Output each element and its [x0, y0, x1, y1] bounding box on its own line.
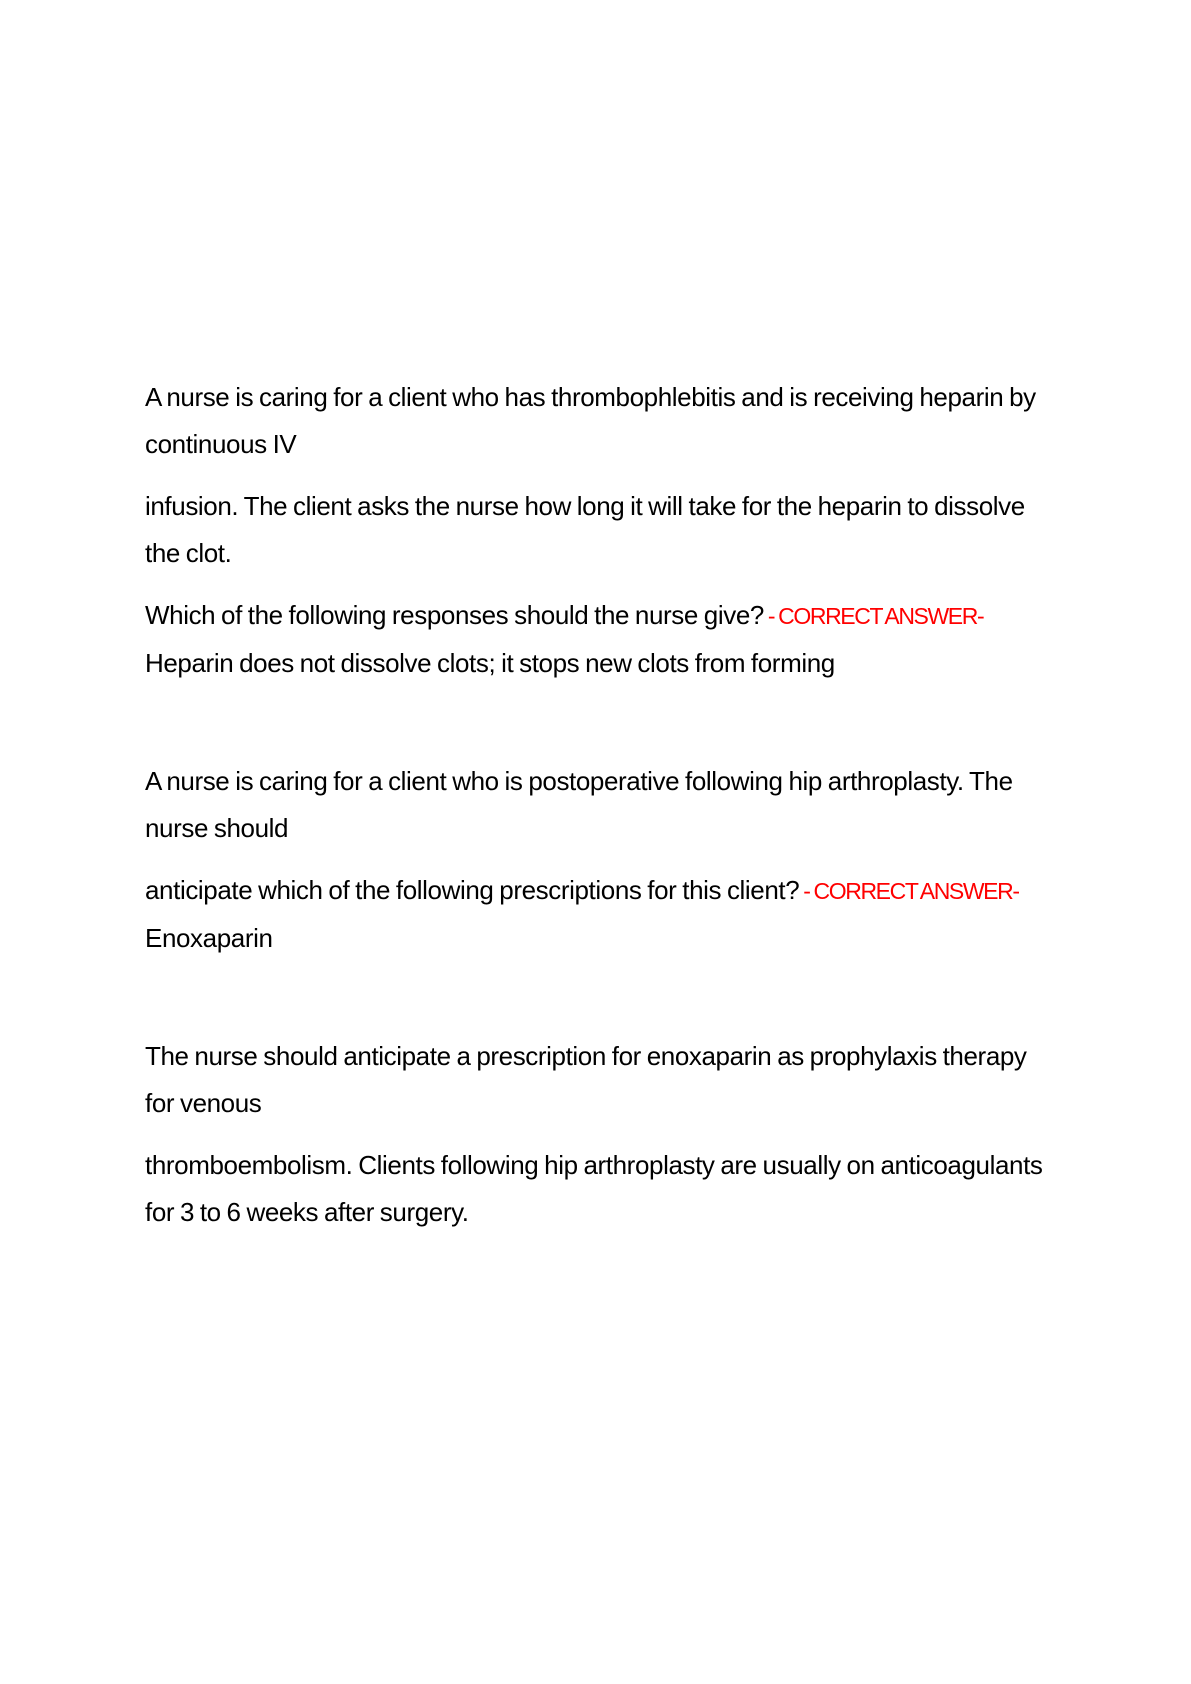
question-block	[145, 374, 1045, 687]
question-prompt: Which of the following responses should the nurse give?	[145, 600, 764, 630]
spacer	[145, 977, 1045, 1033]
correct-answer-tag: - CORRECT ANSWER-	[799, 878, 1019, 904]
rationale-text: The nurse should anticipate a prescription for enoxaparin as prophylaxis therapy for venous	[145, 1041, 1027, 1118]
correct-answer-tag: - CORRECT ANSWER-	[763, 603, 984, 629]
question-block	[145, 758, 1045, 962]
rationale-block	[145, 1033, 1045, 1236]
question-stem: A nurse is caring for a client who has thrombophlebitis and is receiving heparin by continuous IV	[145, 382, 1036, 459]
correct-answer: Heparin does not dissolve clots; it stops new clots from forming	[145, 648, 835, 678]
question-prompt: anticipate which of the following prescriptions for this client?	[145, 875, 800, 905]
correct-answer: Enoxaparin	[145, 923, 273, 953]
question-stem: infusion. The client asks the nurse how long it will take for the heparin to dissolve the clot.	[145, 491, 1025, 568]
question-stem-with-answer	[145, 592, 1045, 687]
question-stem-with-answer	[145, 867, 1045, 962]
spacer	[145, 702, 1045, 758]
rationale-text: thromboembolism. Clients following hip arthroplasty are usually on anticoagulants for 3 to 6 weeks after surgery.	[145, 1150, 1043, 1227]
document-content	[145, 374, 1045, 1251]
question-stem: A nurse is caring for a client who is postoperative following hip arthroplasty. The nurse should	[145, 766, 1013, 843]
